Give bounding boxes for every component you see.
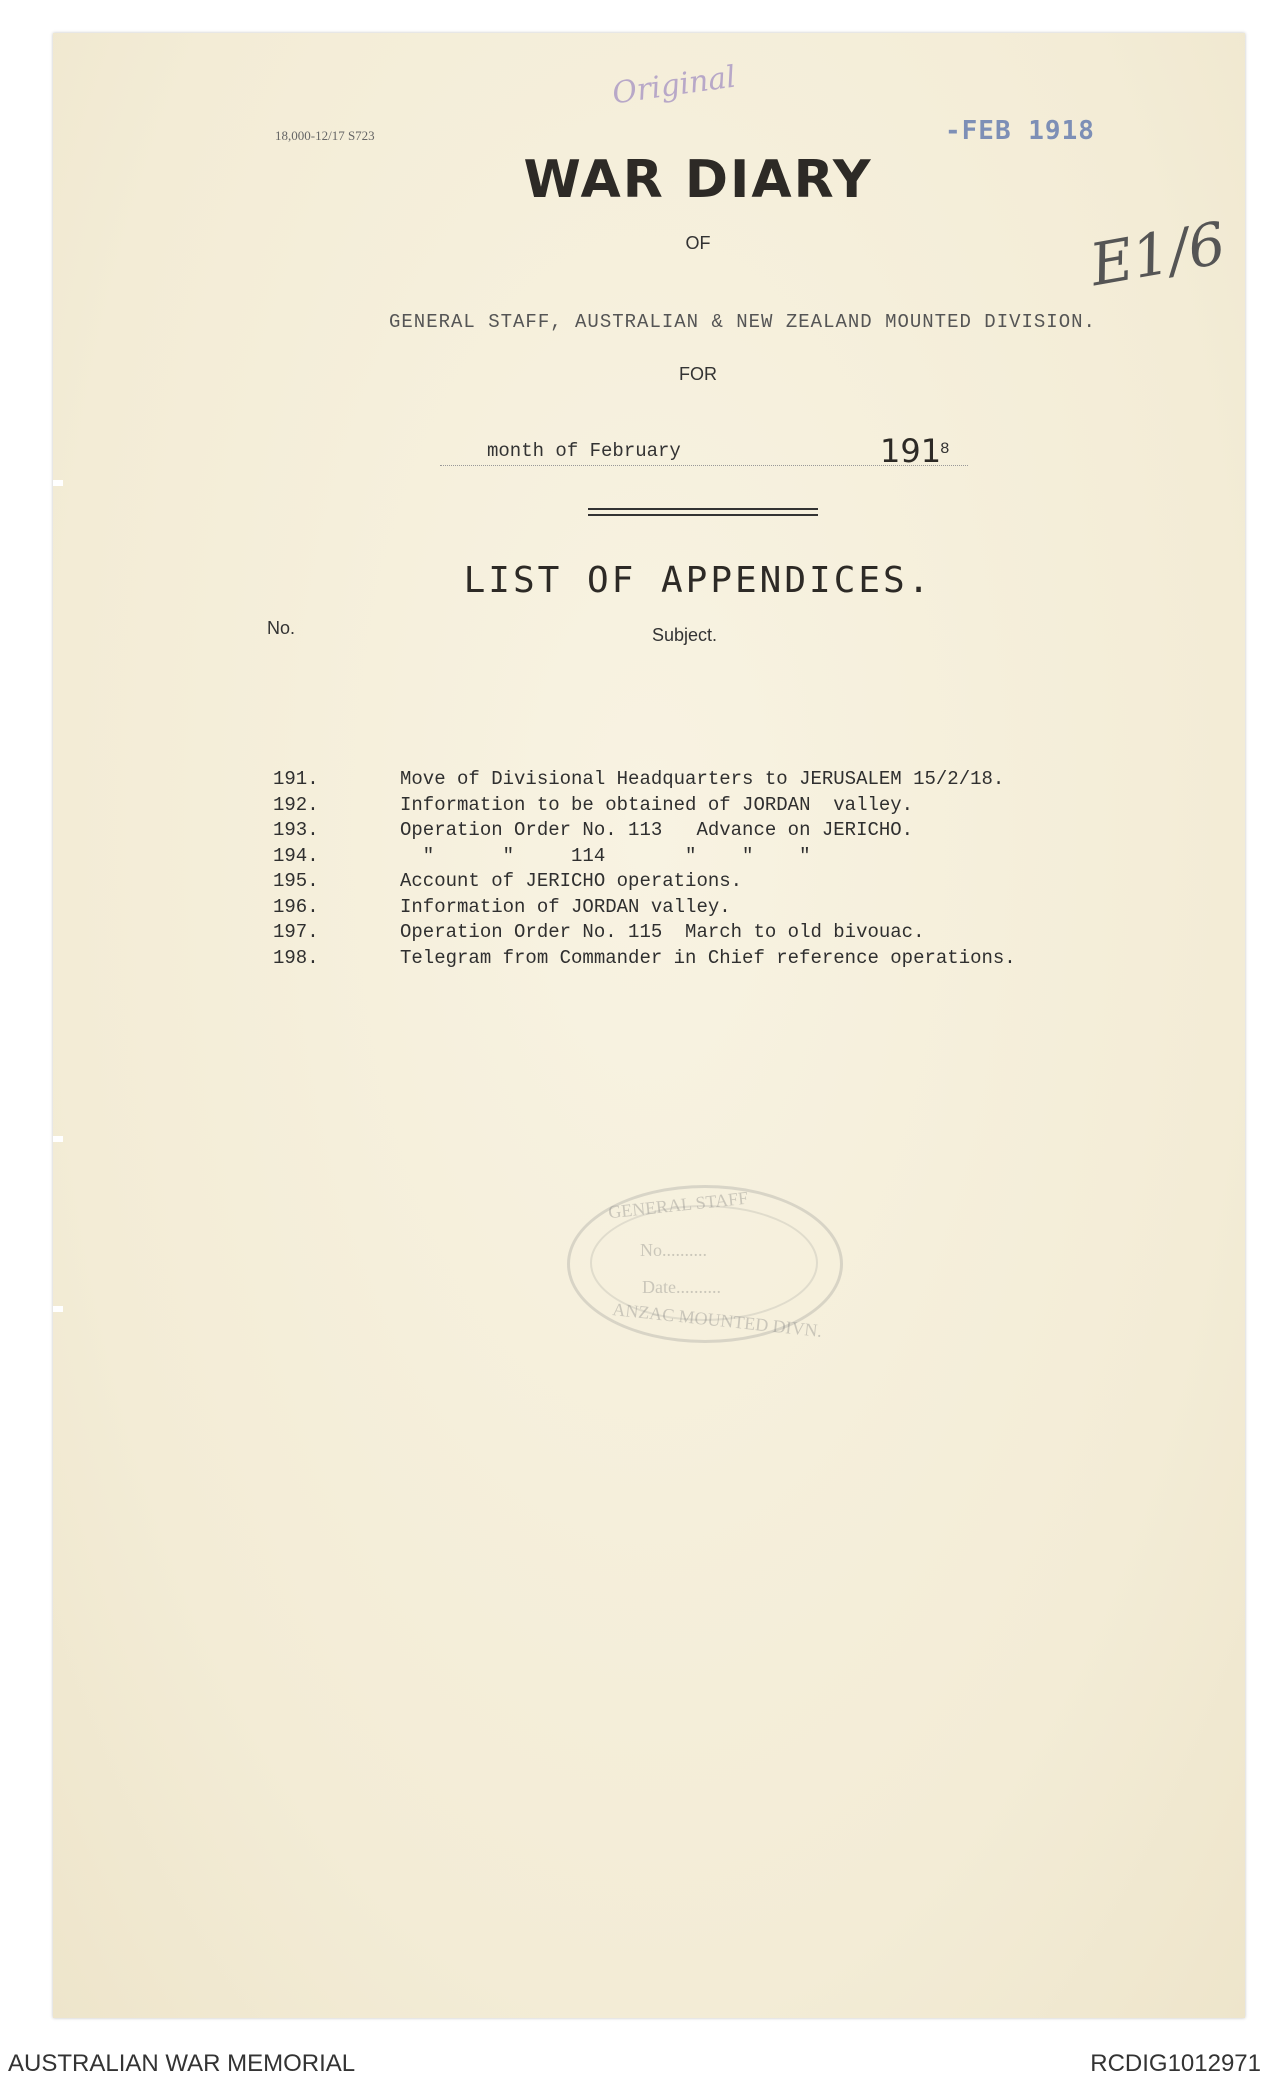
appendix-row [273,946,1016,973]
appendix-subject: Move of Divisional Headquarters to JERUSALEM 15/2/18. [400,768,1005,790]
punch-mark [53,1306,63,1312]
appendix-row [273,870,743,896]
date-stamp: -FEB 1918 [945,116,1095,146]
page-title: WAR DIARY [523,150,873,210]
appendix-number: 195. [273,870,319,892]
column-header-subject: Subject. [652,625,718,645]
appendix-row [273,844,811,871]
appendix-row [273,768,1005,794]
of-label: OF [685,233,711,253]
punch-mark [53,480,63,486]
seal-bottom-text: ANZAC MOUNTED DIVN. [611,1299,824,1341]
appendix-subject: " " 114 " " " [400,844,811,867]
appendix-subject: Information to be obtained of JORDAN valley. [400,793,914,816]
appendix-row [273,921,925,947]
appendix-number: 198. [273,946,319,969]
appendix-number: 193. [273,819,319,841]
footer-institution: AUSTRALIAN WAR MEMORIAL [8,2050,356,2077]
appendix-list [273,768,1016,972]
appendix-subject: Account of JERICHO operations. [400,870,743,892]
appendix-subject: Operation Order No. 113 Advance on JERICHO. [400,819,914,841]
seal-number-line: No.......... [640,1240,707,1260]
handwritten-original-note: Original [610,59,738,112]
seal-top-text: GENERAL STAFF [607,1187,750,1223]
unit-name: GENERAL STAFF, AUSTRALIAN & NEW ZEALAND MOUNTED DIVISION. [389,311,1096,333]
appendix-number: 196. [273,895,319,918]
appendix-row [273,819,914,845]
double-rule-bottom [588,514,818,516]
appendix-row [273,895,731,922]
punch-mark [53,1136,63,1142]
appendix-row [273,793,914,820]
appendix-subject: Telegram from Commander in Chief reference operations. [400,946,1016,969]
year-typed-digit: 8 [940,440,950,458]
footer-record-id: RCDIG1012971 [1090,2050,1261,2077]
for-label: FOR [679,364,717,384]
appendix-number: 191. [273,768,319,790]
list-of-appendices-heading: LIST OF APPENDICES. [463,560,933,601]
appendix-number: 197. [273,921,319,943]
column-header-no: No. [267,618,296,638]
print-code: 18,000-12/17 S723 [275,128,375,143]
handwritten-reference: E1/6 [1085,208,1231,300]
double-rule-top [588,508,818,510]
appendix-number: 194. [273,844,319,867]
appendix-number: 192. [273,793,319,816]
appendix-subject: Information of JORDAN valley. [400,895,731,918]
appendix-subject: Operation Order No. 115 March to old bivouac. [400,921,925,943]
year-printed: 191 [880,432,942,470]
seal-date-line: Date.......... [642,1277,721,1297]
month-value: month of February [487,440,681,462]
